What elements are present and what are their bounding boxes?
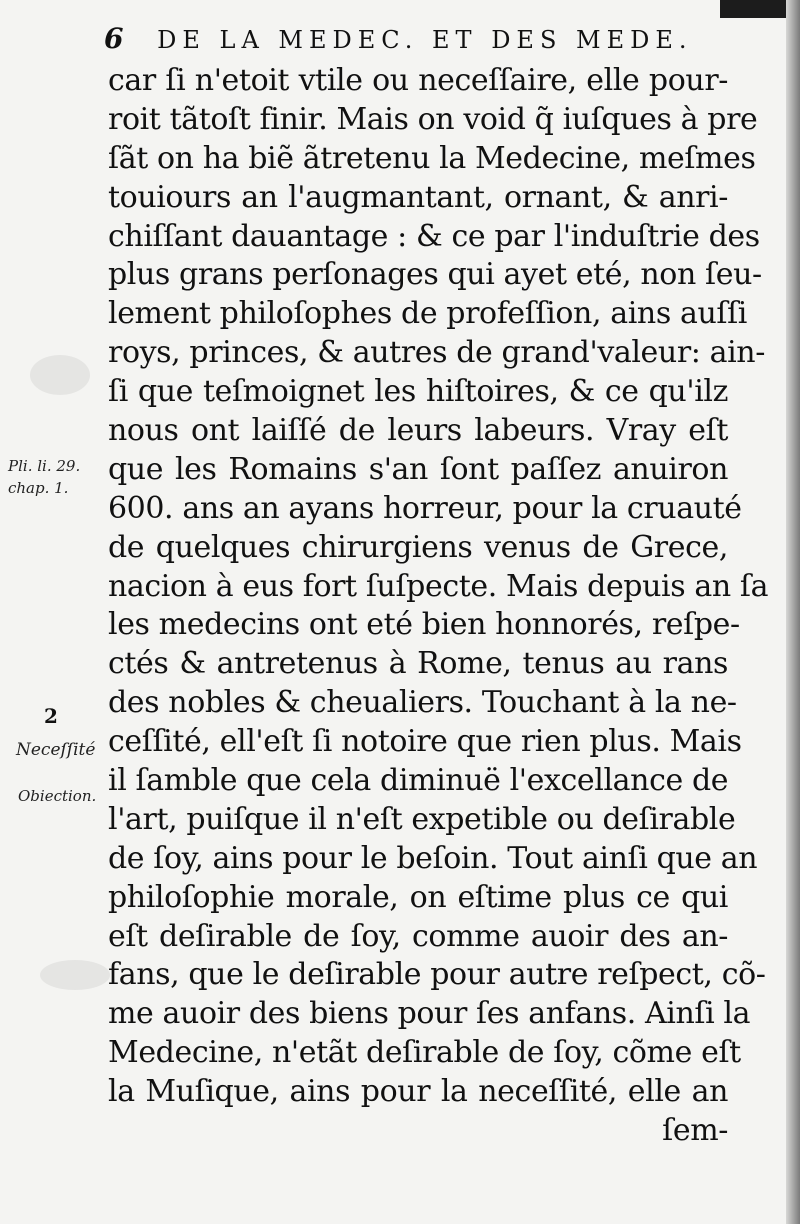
smudge <box>40 960 110 990</box>
text-line: fans, que le deſirable pour autre reſpect, cõ- <box>108 957 766 993</box>
text-line: Medecine, n'etãt deſirable de ſoy, cõme eſt <box>108 1035 741 1071</box>
text-line: plus grans perſonages qui ayet eté, non ſeu- <box>108 257 762 293</box>
text-line: les medecins ont eté bien honnorés, reſpe- <box>108 607 740 643</box>
running-title: DE LA MEDEC. ET DES MEDE. <box>157 26 693 54</box>
text-line: philoſophie morale, on eſtime plus ce qui <box>108 879 728 915</box>
scan-edge-right <box>786 0 800 1224</box>
text-line: il ſamble que cela diminuë l'excellance de <box>108 763 729 799</box>
text-line: lement philoſophes de profeſſion, ains auſſi <box>108 296 747 332</box>
body-text <box>108 62 769 1151</box>
text-line: touiours an l'augmantant, ornant, & anri- <box>108 179 728 215</box>
text-line: 600. ans an ayans horreur, pour la cruauté <box>108 490 742 526</box>
text-line: que les Romains s'an ſont paſſez anuiron <box>108 451 728 487</box>
margin-note-pliny-chapter: chap. 1. <box>8 479 69 497</box>
text-line: ctés & antretenus à Rome, tenus au rans <box>108 646 728 682</box>
catchword: ſem- <box>662 1113 728 1149</box>
text-line: la Muſique, ains pour la neceſſité, elle an <box>108 1074 728 1110</box>
text-line: nacion à eus fort ſuſpecte. Mais depuis an ſa <box>108 568 769 604</box>
text-line: ſãt on ha biẽ ãtretenu la Medecine, meſmes <box>108 140 756 176</box>
margin-note-necessite: Neceſſité <box>16 740 96 760</box>
text-line: chiſſant dauantage : & ce par l'induſtrie des <box>108 218 760 254</box>
text-line: roys, princes, & autres de grand'valeur: ain- <box>108 335 765 371</box>
text-line: ſi que teſmoignet les hiſtoires, & ce qu'ilz <box>108 374 728 410</box>
smudge <box>30 355 90 395</box>
text-line: des nobles & cheualiers. Touchant à la ne- <box>108 685 737 721</box>
text-line: car ſi n'etoit vtile ou neceſſaire, elle pour- <box>108 63 728 98</box>
margin-note-pliny-book: Pli. li. 29. <box>8 457 81 475</box>
text-line: de ſoy, ains pour le beſoin. Tout ainſi que an <box>108 840 758 876</box>
text-line: de quelques chirurgiens venus de Grece, <box>108 529 728 565</box>
text-line: me auoir des biens pour ſes anfans. Ainſi la <box>108 996 751 1032</box>
text-line: l'art, puiſque il n'eſt expetible ou deſirable <box>108 801 736 837</box>
margin-note-objection: Obiection. <box>18 787 97 805</box>
page-number: 6 <box>104 22 124 55</box>
text-line: ceſſité, ell'eſt ſi notoire que rien plus. Mais <box>108 724 742 760</box>
margin-note-number: 2 <box>44 704 58 728</box>
running-head <box>104 22 693 55</box>
text-line: nous ont laiſſé de leurs labeurs. Vray eſt <box>108 413 728 449</box>
text-line: eſt deſirable de ſoy, comme auoir des an- <box>108 918 728 954</box>
text-line: roit tãtoſt finir. Mais on void q̃ iuſques à pre <box>108 101 758 137</box>
